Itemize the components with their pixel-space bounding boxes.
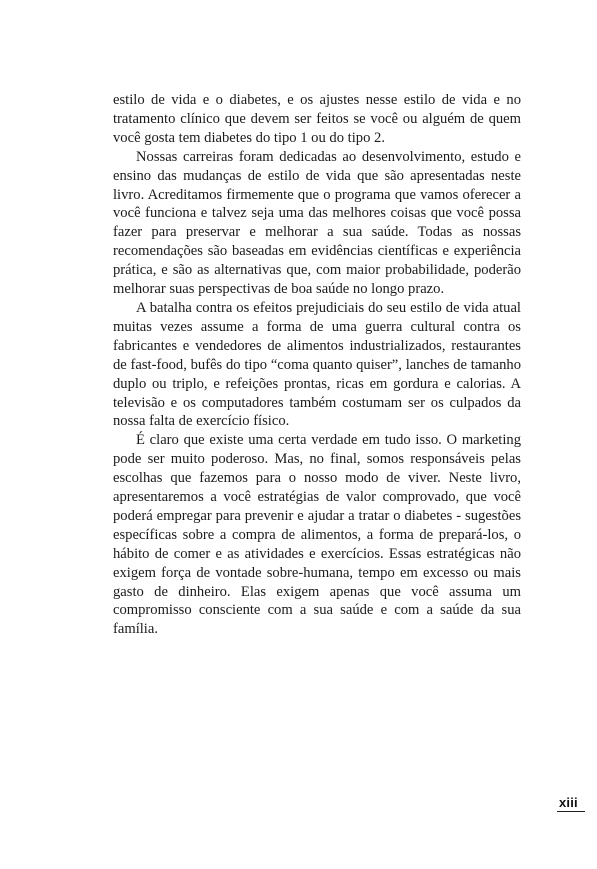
paragraph-continuation: estilo de vida e o diabetes, e os ajustes nesse estilo de vida e no tratamento clínico que devem ser feitos se você ou alguém de quem você gosta tem diabetes do tipo 1 ou do tipo 2. (113, 92, 521, 146)
paragraph-careers: Nossas carreiras foram dedicadas ao desenvolvimento, estudo e ensino das mudanças de estilo de vida que são apresentadas neste livro. Acreditamos firmemente que o programa que vamos oferecer a você funciona e talvez seja uma das melhores coisas que você possa fazer para preservar e melhorar a sua saúde. Todas as nossas recomendações são baseadas em evidências científicas e experiência prática, e são as alternativas que, com maior probabilidade, poderão melhorar suas perspectivas de boa saúde no longo prazo. (113, 148, 521, 298)
page-number-rule (557, 811, 585, 812)
page-body (113, 91, 521, 639)
page-number: xiii (559, 795, 578, 810)
paragraph-cultural-battle: A batalha contra os efeitos prejudiciais do seu estilo de vida atual muitas vezes assume a forma de uma guerra cultural contra os fabricantes e vendedores de alimentos industrializados, restaurantes de fast-food, bufês do tipo “coma quanto quiser”, lanches de tamanho duplo ou triplo, e refeições prontas, ricas em gordura e calorias. A televisão e os computadores também costumam ser os culpados da nossa falta de exercício físico. (113, 299, 521, 430)
paragraph-responsibility: É claro que existe uma certa verdade em tudo isso. O marketing pode ser muito poderoso. Mas, no final, somos responsáveis pelas escolhas que fazemos para o nosso modo de viver. Neste livro, apresentaremos a você estratégias de valor comprovado, que você poderá empregar para prevenir e ajudar a tratar o diabetes - sugestões específicas sobre a compra de alimentos, a forma de prepará-los, o hábito de comer e as atividades e exercícios. Essas estratégicas não exigem força de vontade sobre-humana, tempo em excesso ou mais gasto de dinheiro. Elas exigem apenas que você assuma um compromisso consciente com a sua saúde e com a saúde da sua família. (113, 432, 521, 638)
